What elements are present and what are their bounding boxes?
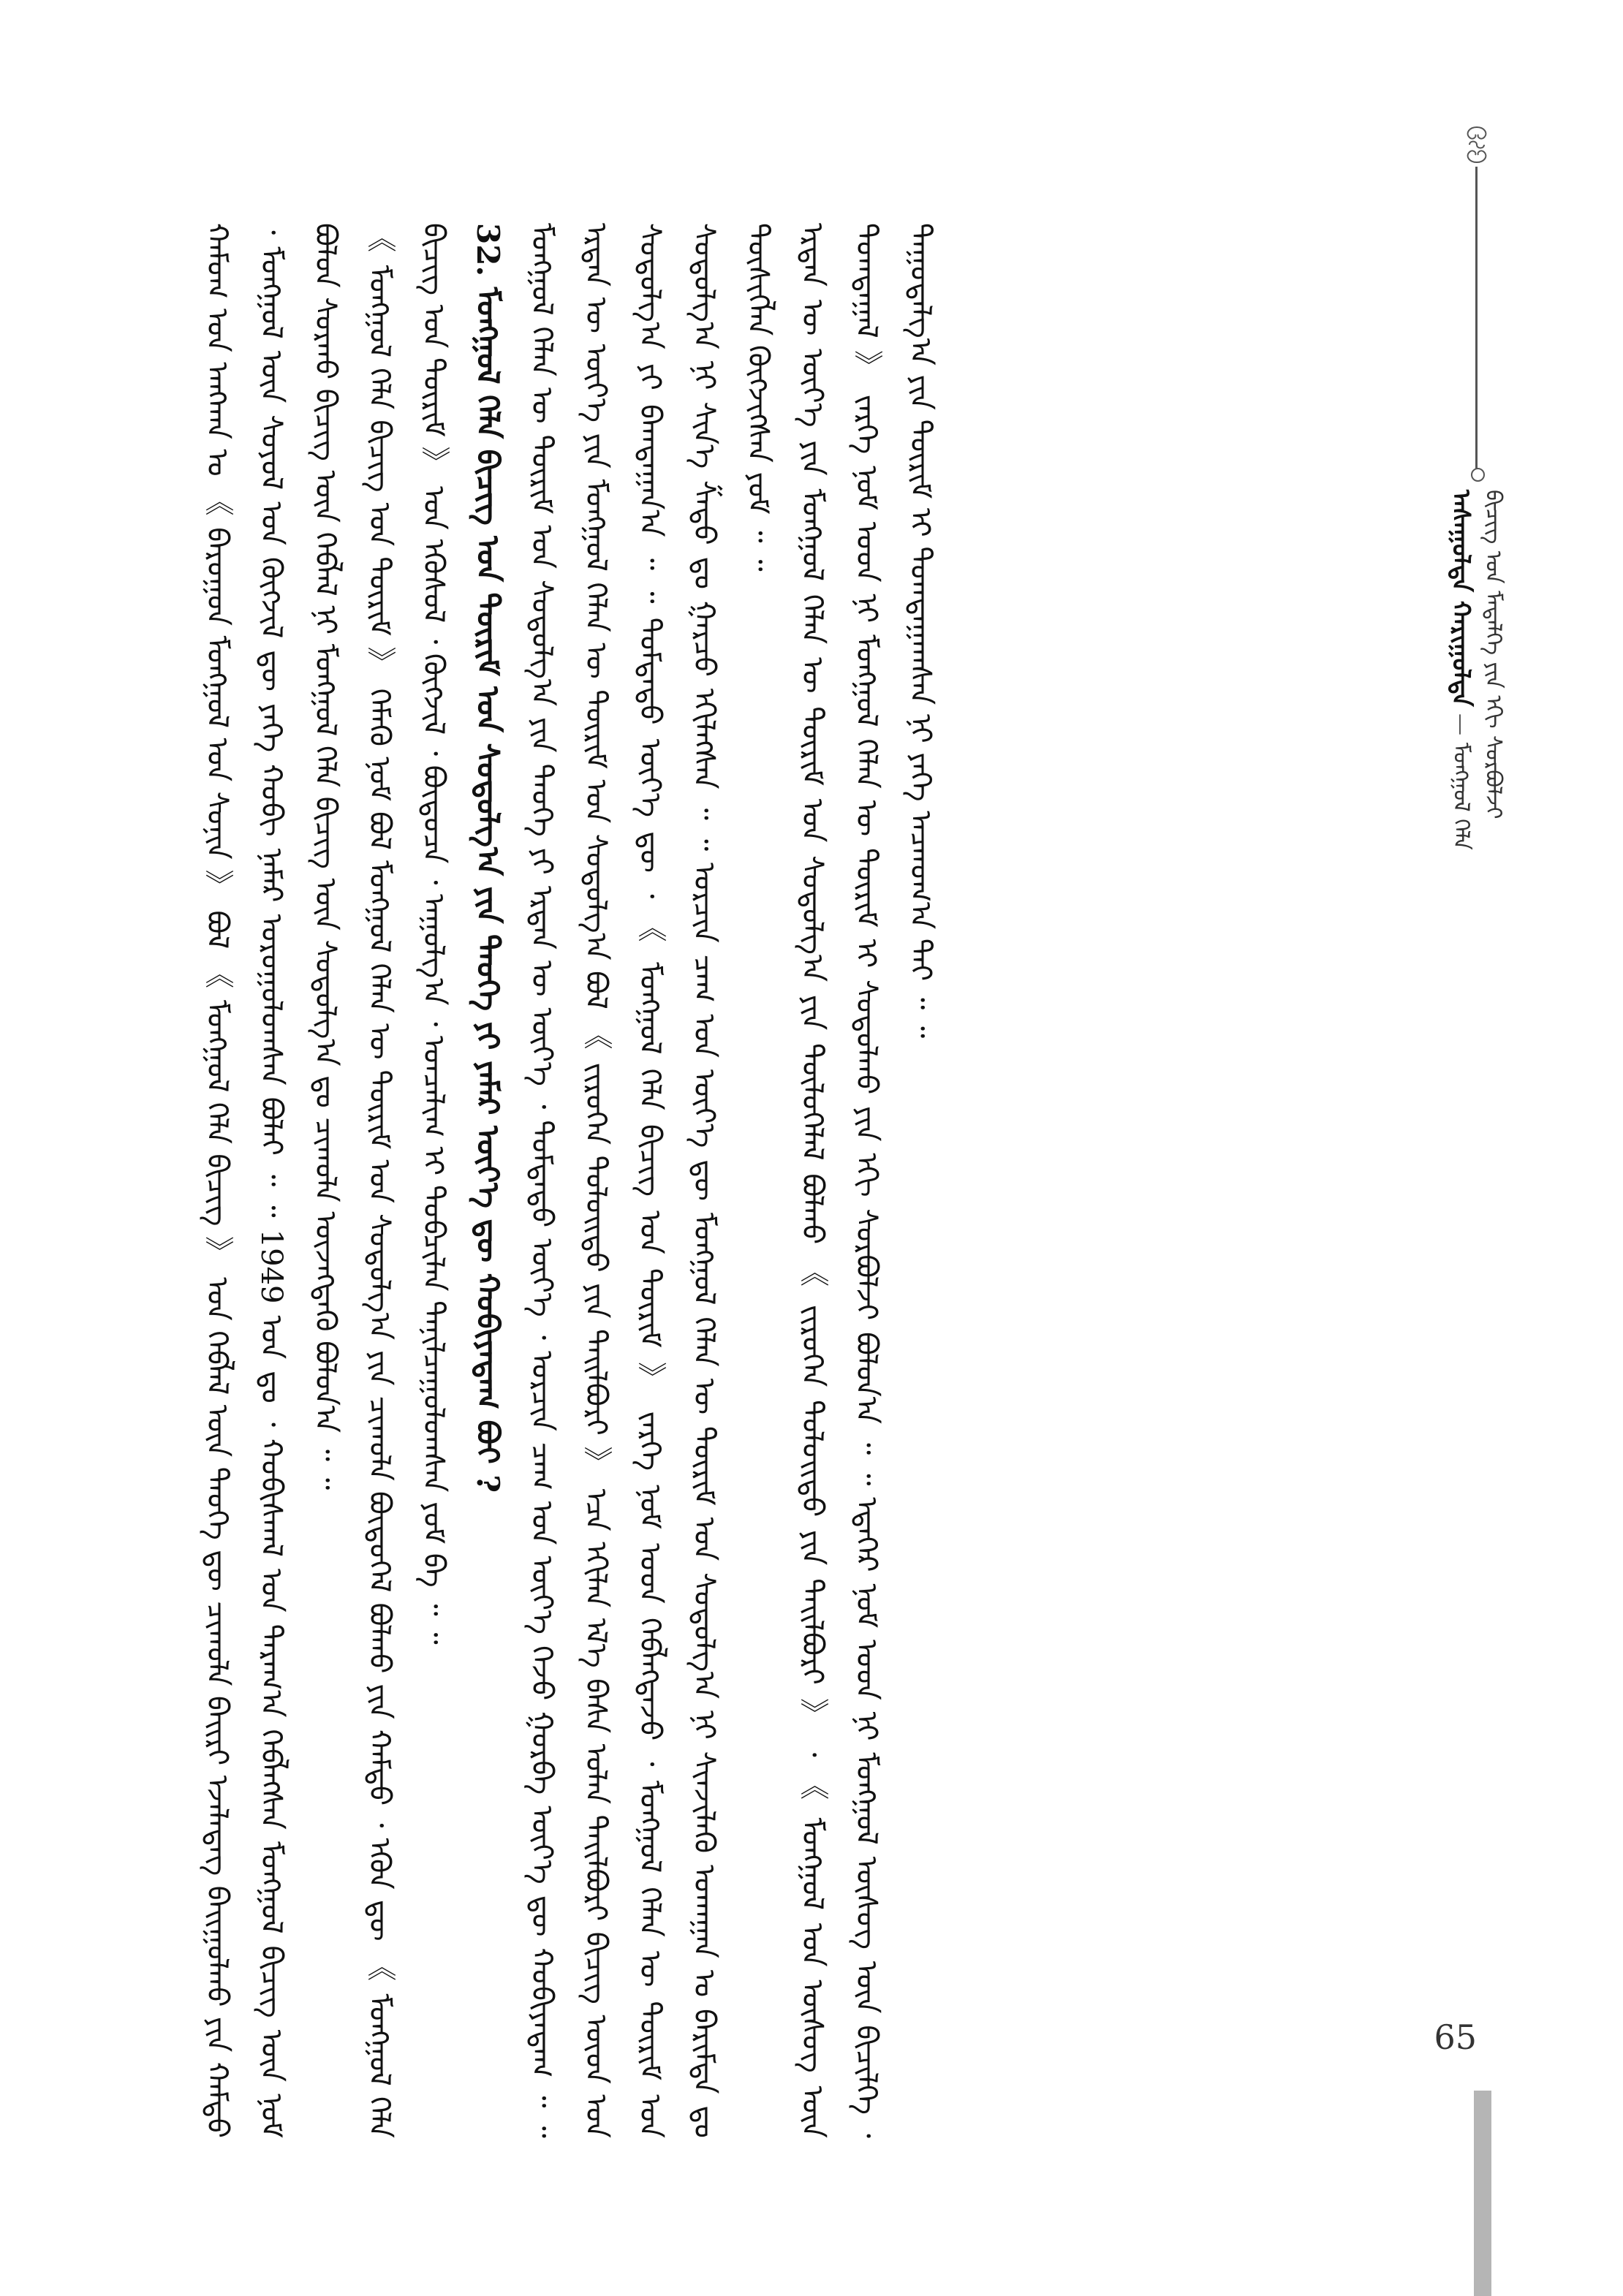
main-text (190, 223, 1418, 2138)
question-number: 32. (470, 223, 506, 277)
running-header (1440, 124, 1535, 850)
header-text (1445, 490, 1509, 899)
paragraph-1: ᠬᠠᠮᠤᠭ ᠤᠨ ᠠᠩᠬᠠᠨ ᠤ 《 ᠪᠠᠷᠤᠭᠤᠨ ᠮᠣᠩᠭᠣᠯ ᠤᠨ ᠰᠣᠨᠢᠨ 》 ᠪᠣᠯ 《 ᠮᠣᠩᠭᠣᠯ ᠬᠡᠯᠡ ᠪᠢᠴᠢᠭ 》 ᠤᠨ ᠬᠡᠪᠯᠡᠯ ᠦᠨ ᠲᠡᠦᠬᠡ ᠳᠦ ᠴᠢᠬᠤᠯᠠ ᠪᠠᠢᠷᠢ ᠡᠵᠡᠯᠡᠳᠡᠭ ᠪᠠᠢᠭᠤᠯᠬᠤ ᠶᠢᠨ ᠬᠠᠮᠲᠤ ᠂ ᠮᠣᠩᠭᠣᠯ ᠦᠨ ᠰᠣᠶᠤᠯ ᠤᠨ ᠬᠥᠭᠵᠢᠯ ᠳᠦ ᠶᠡᠬᠡ ᠬᠤᠪᠢ ᠨᠡᠮᠡᠷ ᠣᠷᠣᠭᠤᠯᠤᠭᠰᠠᠨ ᠪᠣᠯᠠᠢ ᠃ ᠃ 1949 ᠣᠨ ᠳᠤ ᠂ ᠬᠤᠪᠢᠰᠬᠠᠯ ᠤᠨ ᠳᠠᠷᠠᠭ᠎ᠠ ᠬᠡᠪᠯᠡᠭᠰᠡᠨ ᠮᠣᠩᠭᠣᠯ ᠪᠢᠴᠢᠭ ᠦᠨ ᠨᠣᠮ ᠪᠣᠯᠤᠨ ᠰᠤᠷᠬᠤ ᠪᠢᠴᠢᠭ ᠦᠨ ᠬᠡᠪᠯᠡᠯ ᠨᠢ ᠮᠣᠩᠭᠣᠯ ᠬᠡᠯᠡ ᠪᠢᠴᠢᠭ ᠦᠨ ᠰᠤᠳᠤᠯᠭ᠎ᠠ ᠳᠤ ᠴᠢᠬᠤᠯᠠ ᠦᠵᠡᠭᠳᠡᠬᠦ ᠪᠣᠯᠤᠨ᠎ᠠ ᠃ ᠃ (200, 223, 342, 2138)
paragraph-4: ᠡᠷᠲᠡᠨ ᠦ ᠦᠶ᠎ᠡ ᠶᠢᠨ ᠮᠣᠩᠭᠣᠯ ᠬᠡᠯᠡᠨ ᠦ ᠳᠦᠷᠢᠮ ᠤᠨ ᠰᠤᠳᠤᠯᠭ᠎ᠠ ᠶᠢᠨ ᠲᠦᠯᠦᠭᠡᠯᠡᠯ ᠪᠣᠯᠬᠤ 《 ᠵᠢᠷᠦᠭᠡᠨ ᠲᠣᠯᠤᠢᠲᠤ ᠶᠢᠨ ᠲᠠᠢᠯᠪᠤᠷᠢ 》 ᠂ 《 ᠮᠣᠩᠭᠣᠯ ᠤᠨ ᠦᠰᠦᠭ ᠦᠨ ᠲᠣᠭᠲᠠᠭᠠᠯ 》 ᠵᠡᠷᠭᠡ ᠨᠣᠮ ᠤᠳ ᠨᠢ ᠮᠣᠩᠭᠣᠯ ᠬᠡᠯᠡᠨ ᠦ ᠳᠦᠷᠢᠮ ᠢ ᠰᠤᠳᠤᠯᠬᠤ ᠶᠢᠨ ᠡᠬᠢ ᠰᠤᠷᠪᠤᠯᠵᠢ ᠪᠣᠯᠤᠨ᠎ᠠ ᠃ ᠃ ᠡᠳᠡᠭᠡᠷ ᠨᠣᠮ ᠤᠳ ᠨᠢ ᠮᠣᠩᠭᠣᠯ ᠦᠰᠦᠭ ᠦᠨ ᠪᠢᠴᠢᠯᠭᠡ ᠂ ᠳᠠᠭᠤᠳᠠᠯᠭ᠎ᠠ ᠶᠢᠨ ᠳᠦᠷᠢᠮ ᠢ ᠲᠣᠭᠲᠠᠭᠠᠭᠰᠠᠨ ᠨᠢ ᠶᠡᠬᠡ ᠠᠴᠬᠤᠭ᠎ᠠ ᠲᠠᠢ ᠃ ᠃ (795, 223, 937, 2138)
question-text: ᠮᠣᠩᠭᠣᠯ ᠬᠡᠯᠡ ᠪᠢᠴᠢᠭ ᠤᠨ ᠳᠦᠷᠢᠮ ᠤᠨ ᠰᠤᠳᠤᠯᠭ᠎ᠠ ᠶᠢᠨ ᠲᠡᠦᠬᠡ ᠶᠢ ᠶᠠᠮᠠᠷ ᠦᠶ᠎ᠡ ᠳᠦ ᠬᠤᠪᠢᠶᠠᠳᠠᠭ ᠪᠤᠢ ? (470, 287, 506, 1493)
header-rule (1475, 167, 1478, 474)
thumb-tab (1474, 2091, 1491, 2296)
question-heading (461, 223, 515, 2138)
header-title: ᠠᠰᠠᠭᠤᠯᠲᠠ ᠬᠠᠷᠢᠭᠤᠯᠲᠠ (1446, 490, 1475, 707)
paragraph-3: ᠮᠣᠩᠭᠣᠯ ᠬᠡᠯᠡᠨ ᠦ ᠳᠦᠷᠢᠮ ᠤᠨ ᠰᠤᠳᠤᠯᠭ᠎ᠠ ᠶᠢᠨ ᠲᠡᠦᠬᠡ ᠶᠢ ᠡᠷᠲᠡᠨ ᠦ ᠦᠶ᠎ᠡ ᠂ ᠳᠤᠮᠳᠠᠳᠤ ᠦᠶ᠎ᠡ ᠂ ᠣᠷᠴᠢᠨ ᠴᠠᠭ ᠤᠨ ᠦᠶ᠎ᠡ ᠭᠡᠵᠦ ᠭᠤᠷᠪᠠ ᠦᠶ᠎ᠡ ᠳᠦ ᠬᠤᠪᠢᠶᠠᠳᠠᠭ ᠃ ᠃ ᠡᠷᠲᠡᠨ ᠦ ᠦᠶ᠎ᠡ ᠶᠢᠨ ᠮᠣᠩᠭᠣᠯ ᠬᠡᠯᠡᠨ ᠦ ᠳᠦᠷᠢᠮ ᠤᠨ ᠰᠤᠳᠤᠯᠭ᠎ᠠ ᠪᠣᠯ 《 ᠵᠢᠷᠦᠭᠡᠨ ᠲᠣᠯᠤᠢᠲᠤ ᠶᠢᠨ ᠲᠠᠢᠯᠪᠤᠷᠢ 》 ᠡᠴᠡ ᠡᠬᠢᠯᠡᠨ ᠡᠯ᠎ᠡ ᠪᠠᠰᠠ ᠣᠯᠠᠨ ᠲᠠᠢᠯᠪᠤᠷᠢ ᠪᠢᠴᠢᠭ ᠦᠳ ᠤᠨ ᠰᠤᠳᠤᠯᠭ᠎ᠠ ᠶᠢ ᠪᠠᠭᠲᠠᠭᠠᠨ᠎ᠠ ᠃ ᠃ ᠳᠤᠮᠳᠠᠳᠤ ᠦᠶ᠎ᠡ ᠳᠦ ᠂ 《 ᠮᠣᠩᠭᠣᠯ ᠬᠡᠯᠡ ᠪᠢᠴᠢᠭ ᠤᠨ ᠳᠦᠷᠢᠮ 》 ᠵᠡᠷᠭᠡ ᠨᠣᠮ ᠤᠳ ᠬᠡᠪᠯᠡᠭᠳᠡᠵᠦ ᠂ ᠮᠣᠩᠭᠣᠯ ᠬᠡᠯᠡᠨ ᠦ ᠳᠦᠷᠢᠮ ᠤᠨ ᠰᠤᠳᠤᠯᠭ᠎ᠠ ᠨᠢ ᠰᠢᠨ᠎ᠡ ᠱᠠᠲᠤ ᠳᠤ ᠭᠠᠷᠴᠤ ᠡᠬᠢᠯᠡᠭᠰᠡᠨ ᠃ ᠃ ᠣᠷᠴᠢᠨ ᠴᠠᠭ ᠤᠨ ᠦᠶ᠎ᠡ ᠳᠦ ᠮᠣᠩᠭᠣᠯ ᠬᠡᠯᠡᠨ ᠦ ᠳᠦᠷᠢᠮ ᠤᠨ ᠰᠤᠳᠤᠯᠭ᠎ᠠ ᠨᠢ ᠰᠢᠨᠵᠢᠯᠡᠬᠦ ᠤᠬᠠᠭᠠᠨ ᠤ ᠪᠠᠷᠢᠮᠲᠠ ᠳᠤ ᠲᠦᠰᠢᠭᠯᠡᠨ ᠬᠥᠭᠵᠢᠭᠰᠡᠨ ᠶᠤᠮ ᠃ ᠃ (525, 223, 775, 2138)
paragraph-2: 《 ᠮᠣᠩᠭᠣᠯ ᠬᠡᠯᠡ ᠪᠢᠴᠢᠭ ᠤᠨ ᠳᠦᠷᠢᠮ 》 ᠬᠡᠮᠡᠬᠦ ᠨᠣᠮ ᠪᠣᠯ ᠮᠣᠩᠭᠣᠯ ᠬᠡᠯᠡᠨ ᠦ ᠳᠦᠷᠢᠮ ᠤᠨ ᠰᠤᠳᠤᠯᠭ᠎ᠠ ᠶᠢᠨ ᠴᠢᠬᠤᠯᠠ ᠪᠦᠲᠦᠭᠡᠯ ᠪᠣᠯᠬᠤ ᠶᠢᠨ ᠬᠠᠮᠲᠤ ᠂ ᠡᠭᠦᠨ ᠳᠦ 《 ᠮᠣᠩᠭᠣᠯ ᠬᠡᠯᠡ ᠪᠢᠴᠢᠭ ᠤᠨ ᠳᠦᠷᠢᠮ 》 ᠤᠨ ᠡᠭᠦᠰᠦᠯ ᠂ ᠬᠥᠭᠵᠢᠯ ᠂ ᠪᠦᠲᠦᠴᠡ ᠂ ᠠᠭᠤᠯᠭ᠎ᠠ ᠂ ᠣᠨᠴᠠᠯᠢᠭ ᠢ ᠲᠣᠪᠴᠢᠯᠠᠨ ᠲᠠᠨᠢᠯᠴᠠᠭᠤᠯᠤᠭᠰᠠᠨ ᠶᠤᠮ ᠪᠠ ᠃ ᠃ (363, 223, 450, 2138)
header-dash: — (1448, 713, 1474, 736)
page-number: 65 (1434, 2017, 1477, 2057)
header-dot-mark (1471, 468, 1485, 482)
header-subtitle: ᠮᠣᠩᠭᠣᠯ ᠬᠡᠯᠡ ᠪᠢᠴᠢᠭ ᠤᠨ ᠮᠡᠳᠡᠯᠭᠡ ᠶᠢᠨ ᠡᠬᠢ ᠰᠤᠷᠪᠤᠯᠵᠢ (1448, 490, 1506, 850)
flourish-ornament-icon (1456, 124, 1497, 165)
